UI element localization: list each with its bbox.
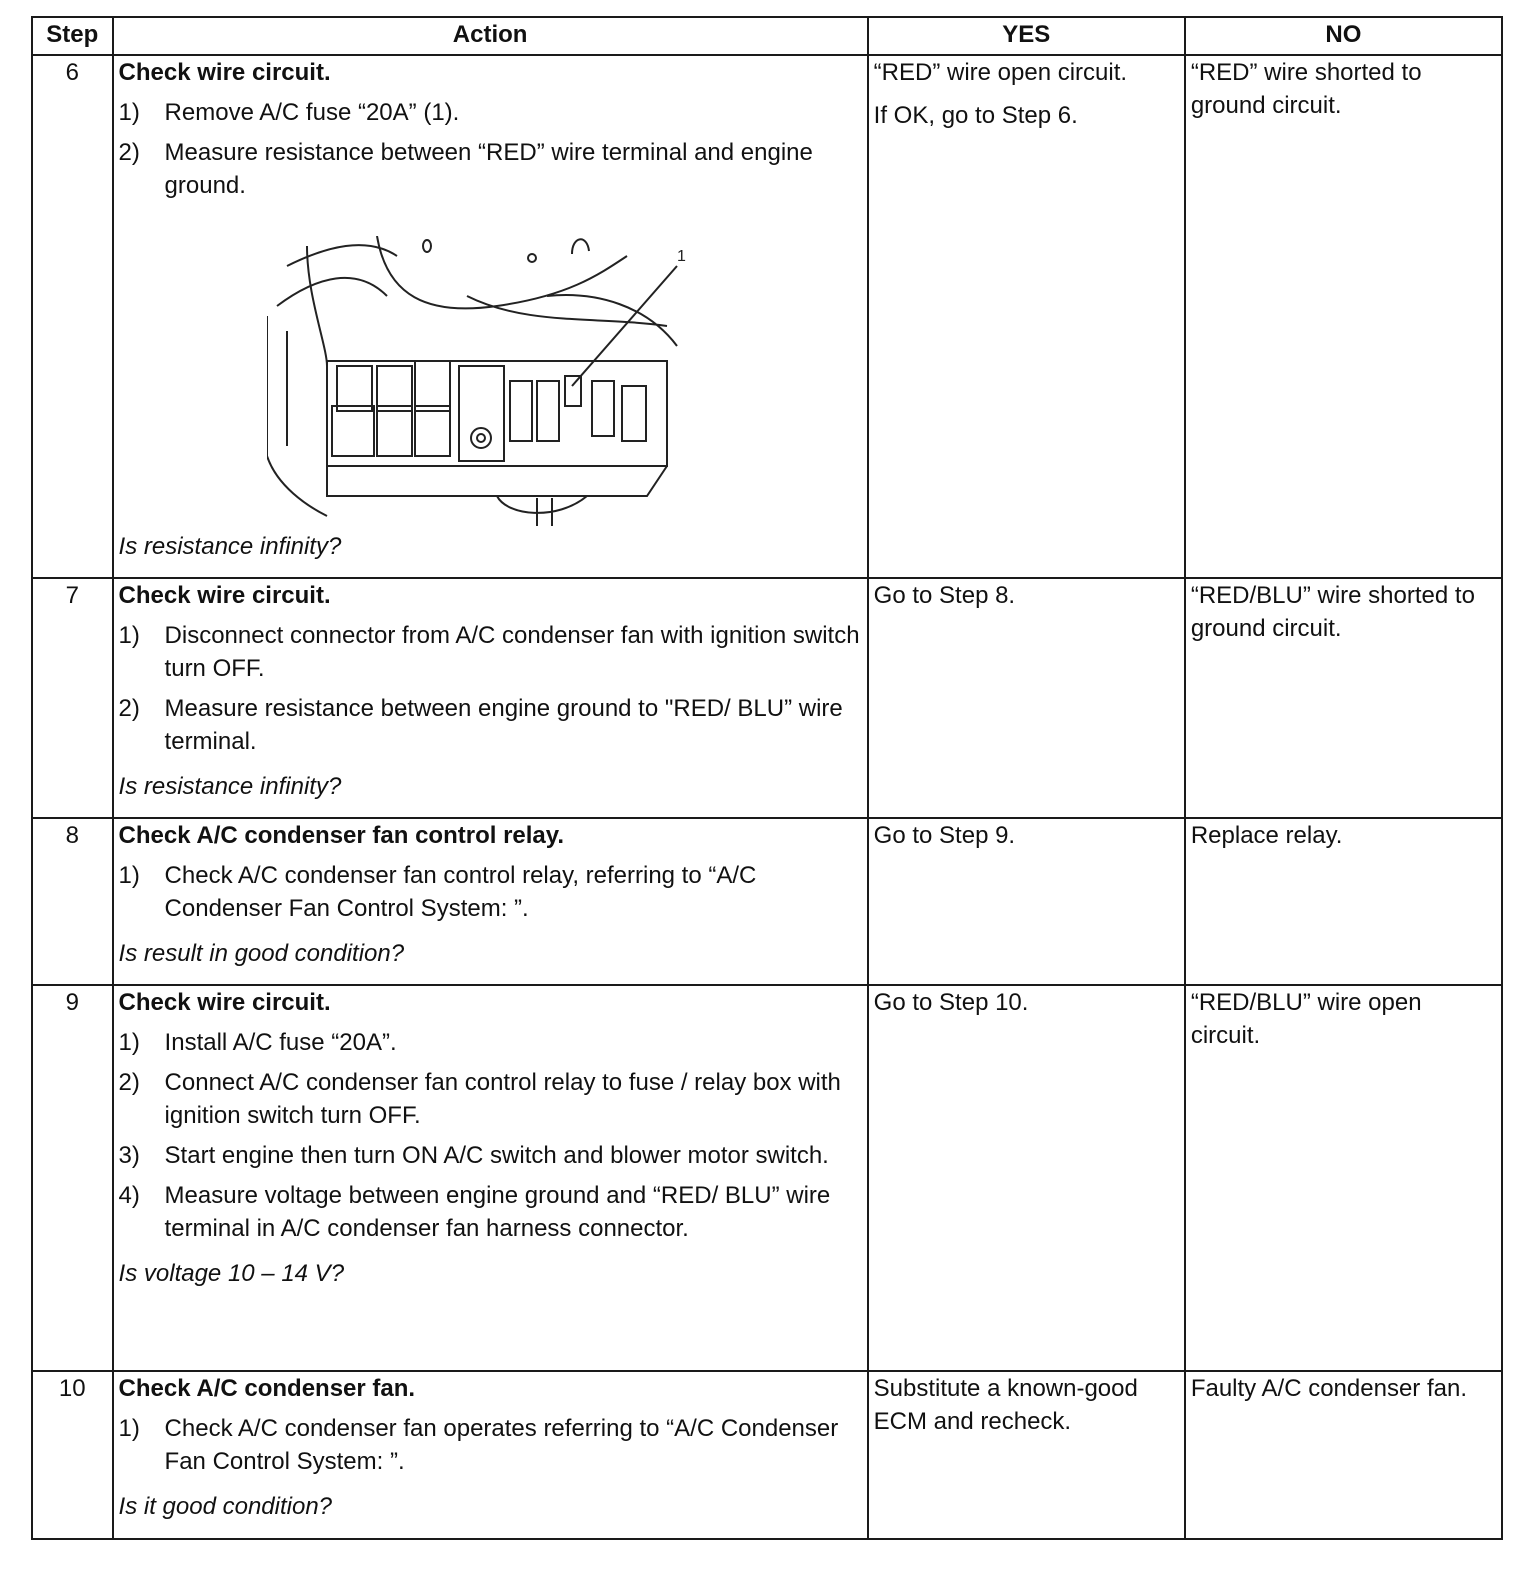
action-item: 1) Check A/C condenser fan control relay, referring to “A/C Condenser Fan Control System: ”.: [118, 862, 757, 922]
action-cell: [113, 818, 868, 985]
step-number: 6: [32, 55, 113, 578]
no-cell: “RED” wire shorted to ground circuit.: [1185, 55, 1502, 578]
action-question: Is resistance infinity?: [118, 533, 342, 560]
table-row: [32, 1371, 1502, 1539]
action-question: Is it good condition?: [118, 1493, 333, 1520]
step-number: 10: [32, 1371, 113, 1539]
action-item: 1) Install A/C fuse “20A”.: [118, 1029, 397, 1056]
table-row: [32, 55, 1502, 578]
header-no: NO: [1185, 17, 1502, 55]
action-question: Is voltage 10 – 14 V?: [118, 1260, 345, 1287]
action-cell: [113, 1371, 868, 1539]
no-cell: Faulty A/C condenser fan.: [1185, 1371, 1502, 1539]
yes-cell: Go to Step 8.: [868, 578, 1185, 818]
fuse-box-illustration: [267, 236, 707, 526]
action-item: 1) Check A/C condenser fan operates referring to “A/C Condenser Fan Control System: ”.: [118, 1415, 839, 1475]
table-row: [32, 578, 1502, 818]
action-question: Is resistance infinity?: [118, 773, 342, 800]
figure-callout-1: 1: [676, 248, 686, 265]
action-title: Check A/C condenser fan.: [118, 1375, 416, 1402]
action-item: 1) Disconnect connector from A/C condenser fan with ignition switch turn OFF.: [118, 622, 860, 682]
action-item: 2) Connect A/C condenser fan control relay to fuse / relay box with ignition switch turn OFF.: [118, 1069, 841, 1129]
action-cell: [113, 55, 868, 578]
action-item: 4) Measure voltage between engine ground and “RED/ BLU” wire terminal in A/C condenser fan harness connector.: [118, 1182, 831, 1242]
step-number: 8: [32, 818, 113, 985]
action-item: 1) Remove A/C fuse “20A” (1).: [118, 99, 460, 126]
no-cell: Replace relay.: [1185, 818, 1502, 985]
action-item: 2) Measure resistance between “RED” wire terminal and engine ground.: [118, 139, 813, 199]
action-title: Check A/C condenser fan control relay.: [118, 822, 564, 849]
table-header-row: [32, 17, 1502, 55]
action-cell: [113, 578, 868, 818]
yes-cell: Go to Step 9.: [868, 818, 1185, 985]
diagnostic-table: [31, 16, 1503, 1540]
yes-cell: “RED” wire open circuit. If OK, go to Step 6.: [868, 55, 1185, 578]
header-step: Step: [32, 17, 113, 55]
action-title: Check wire circuit.: [118, 989, 331, 1016]
action-item: 2) Measure resistance between engine ground to "RED/ BLU” wire terminal.: [118, 695, 843, 755]
action-question: Is result in good condition?: [118, 940, 405, 967]
action-title: Check wire circuit.: [118, 582, 331, 609]
header-yes: YES: [868, 17, 1185, 55]
header-action: Action: [113, 17, 868, 55]
action-title: Check wire circuit.: [118, 59, 331, 86]
action-item: 3) Start engine then turn ON A/C switch and blower motor switch.: [118, 1142, 829, 1169]
yes-cell: Substitute a known-good ECM and recheck.: [868, 1371, 1185, 1539]
table-row: [32, 818, 1502, 985]
step-number: 9: [32, 985, 113, 1371]
yes-cell: Go to Step 10.: [868, 985, 1185, 1371]
table-row: [32, 985, 1502, 1371]
step-number: 7: [32, 578, 113, 818]
no-cell: “RED/BLU” wire shorted to ground circuit.: [1185, 578, 1502, 818]
no-cell: “RED/BLU” wire open circuit.: [1185, 985, 1502, 1371]
action-cell: [113, 985, 868, 1371]
